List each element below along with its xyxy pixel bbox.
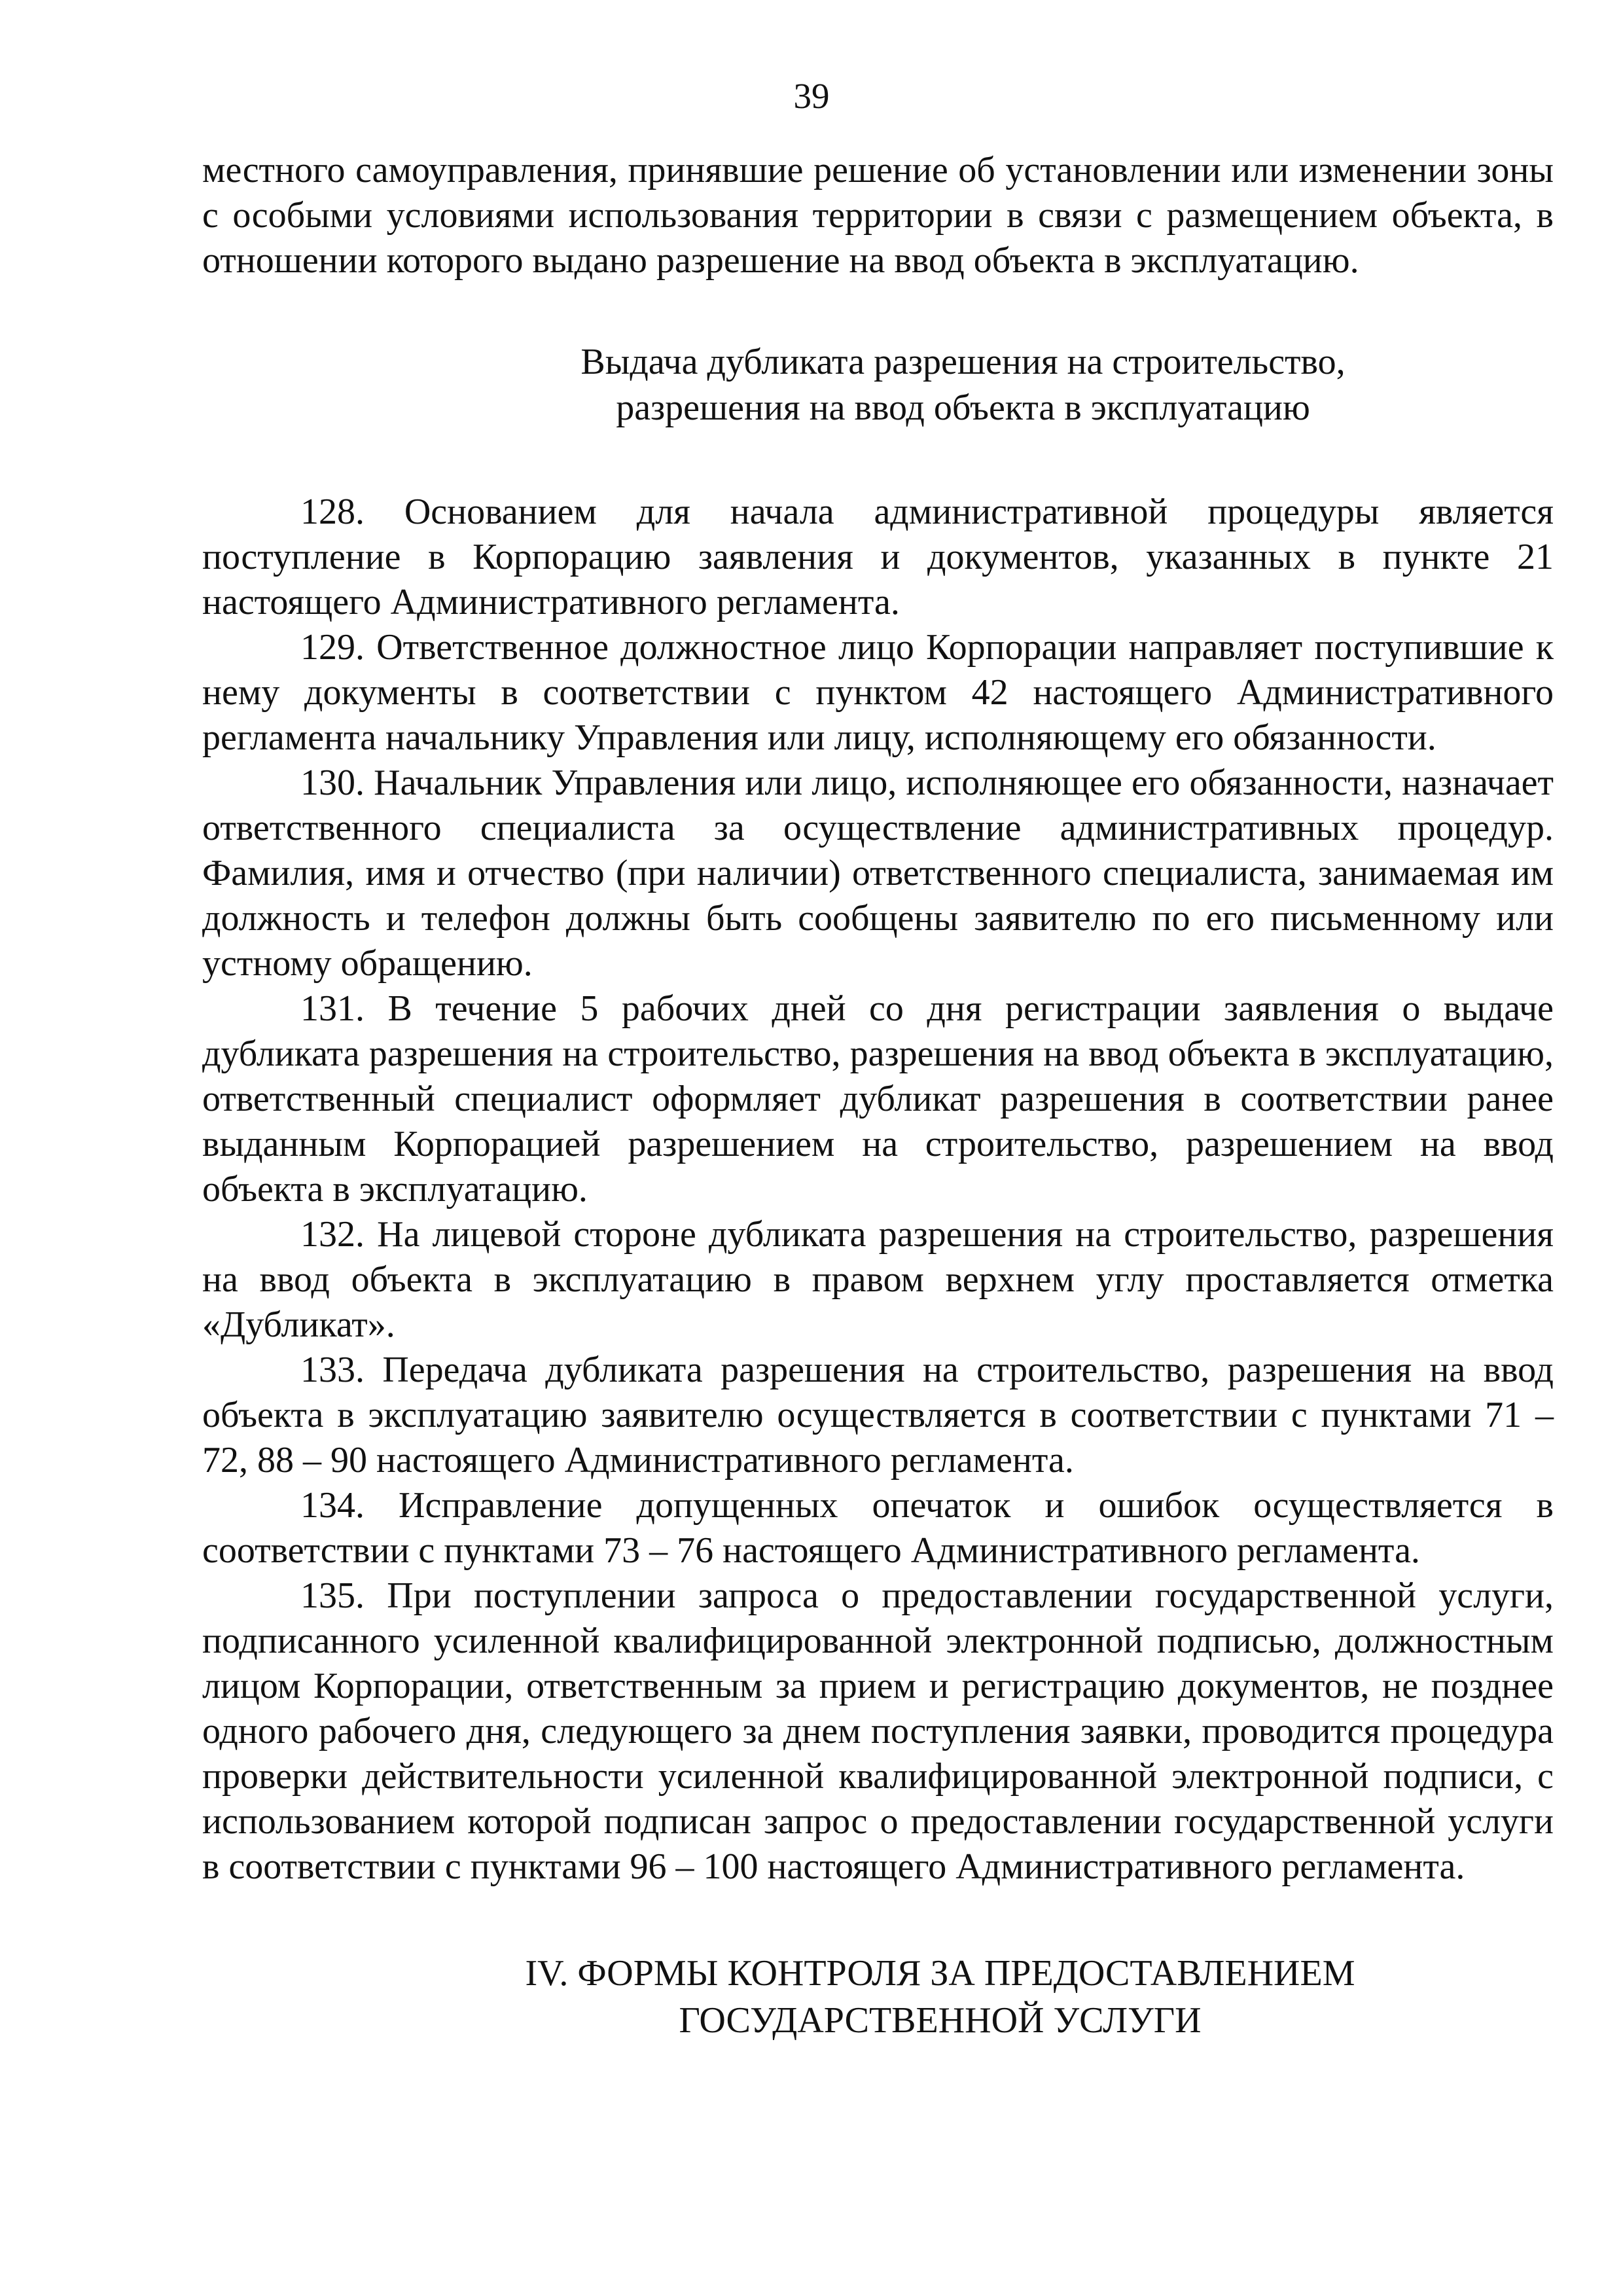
paragraph-130: 130. Начальник Управления или лицо, исполняющее его обязанности, назначает ответственного специалиста за осуществление административных процедур. Фамилия, имя и отчество (при наличии) ответственного специалиста, занимаемая им должность и телефон должны быть сообщены заявителю по его письменному или устному обращению. [202, 762, 1554, 984]
paragraph-128: 128. Основанием для начала административной процедуры является поступление в Корпорацию заявления и документов, указанных в пункте 21 настоящего Административного регламента. [202, 492, 1554, 622]
paragraph-133: 133. Передача дубликата разрешения на строительство, разрешения на ввод объекта в эксплуатацию заявителю осуществляется в соответствии с пунктами 71 – 72, 88 – 90 настоящего Административного регламента. [202, 1350, 1554, 1480]
document-body [202, 148, 1554, 2044]
paragraph-129: 129. Ответственное должностное лицо Корпорации направляет поступившие к нему документы в соответствии с пунктом 42 настоящего Административного регламента начальнику Управления или лицу, исполняющему его обязанности. [202, 627, 1554, 758]
section-heading [202, 339, 1554, 431]
paragraph-131: 131. В течение 5 рабочих дней со дня регистрации заявления о выдаче дубликата разрешения на строительство, разрешения на ввод объекта в эксплуатацию, ответственный специалист оформляет дубликат разрешения в соответствии ранее выданным Корпорацией разрешением на строительство, разрешением на ввод объекта в эксплуатацию. [202, 988, 1554, 1210]
part-heading-line-1: IV. ФОРМЫ КОНТРОЛЯ ЗА ПРЕДОСТАВЛЕНИЕМ [525, 1953, 1355, 1994]
section-heading-line-2: разрешения на ввод объекта в эксплуатацию [616, 387, 1310, 428]
section-heading-line-1: Выдача дубликата разрешения на строительство, [580, 342, 1346, 382]
intro-paragraph: местного самоуправления, принявшие решение об установлении или изменении зоны с особыми условиями использования территории в связи с размещением объекта, в отношении которого выдано разрешение на ввод объекта в эксплуатацию. [202, 150, 1554, 281]
part-heading-line-2: ГОСУДАРСТВЕННОЙ УСЛУГИ [679, 2000, 1202, 2041]
paragraph-134: 134. Исправление допущенных опечаток и ошибок осуществляется в соответствии с пунктами 73 – 76 настоящего Административного регламента. [202, 1485, 1554, 1571]
page-number: 39 [793, 76, 830, 116]
part-heading [202, 1950, 1554, 2044]
paragraph-132: 132. На лицевой стороне дубликата разрешения на строительство, разрешения на ввод объекта в эксплуатацию в правом верхнем углу проставляется отметка «Дубликат». [202, 1214, 1554, 1345]
paragraph-135: 135. При поступлении запроса о предоставлении государственной услуги, подписанного усиленной квалифицированной электронной подписью, должностным лицом Корпорации, ответственным за прием и регистрацию документов, не позднее одного рабочего дня, следующего за днем поступления заявки, проводится процедура проверки действительности усиленной квалифицированной электронной подписи, с использованием которой подписан запрос о предоставлении государственной услуги в соответствии с пунктами 96 – 100 настоящего Административного регламента. [202, 1575, 1554, 1887]
